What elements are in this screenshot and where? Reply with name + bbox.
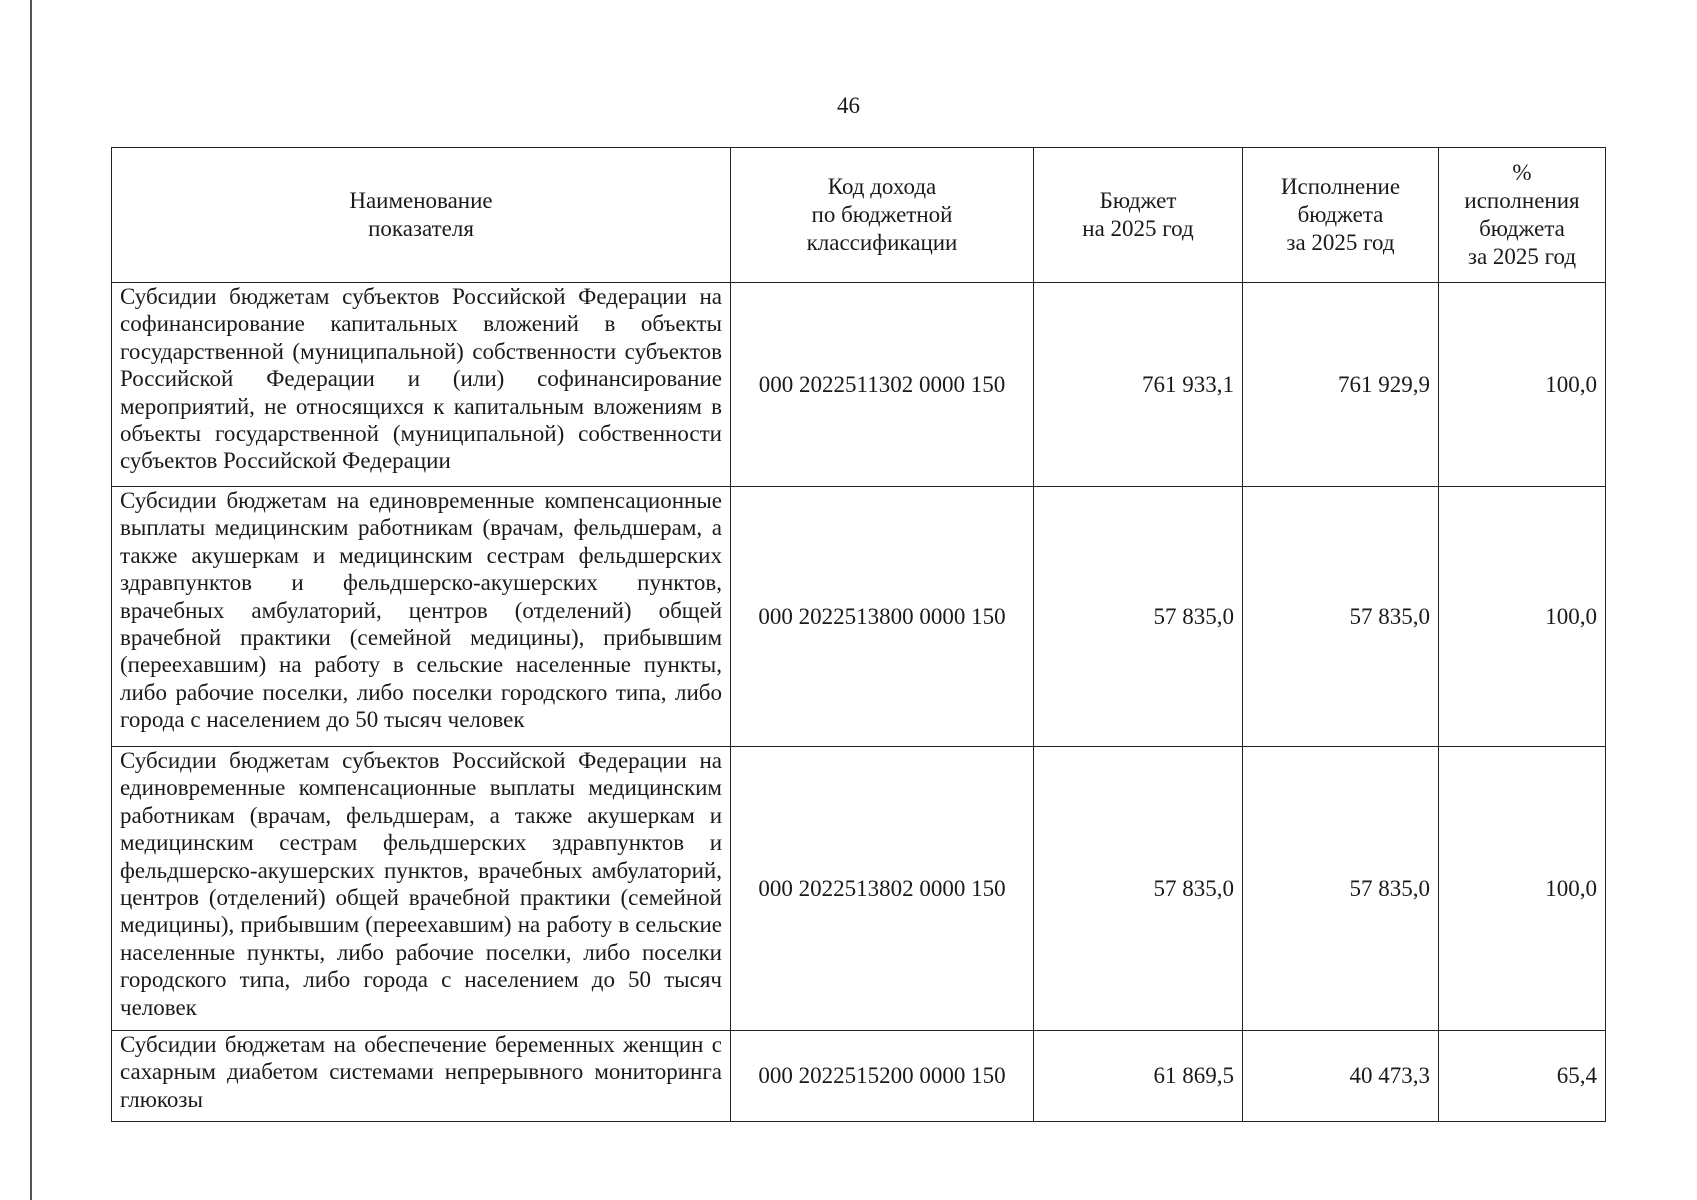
header-indicator-name: Наименование показателя: [112, 148, 731, 283]
row-indicator-name: Субсидии бюджетам на единовременные компенсационные выплаты медицинским работникам (врачам, фельдшерам, а также акушеркам и медицинским сестрам фельдшерских здравпунктов и фельдшерско-акушерских пунктов, врачебных амбулаторий, центров (отделений) общей врачебной практики (семейной медицины), прибывшим (переехавшим) на работу в сельские населенные пункты, либо рабочие поселки, либо поселки городского типа, либо города с населением до 50 тысяч человек: [112, 487, 731, 747]
row-indicator-name: Субсидии бюджетам на обеспечение беременных женщин с сахарным диабетом системами непрерывного мониторинга глюкозы: [112, 1031, 731, 1122]
row-budget-value: 61 869,5: [1034, 1031, 1243, 1122]
row-income-code: 000 2022513800 0000 150: [731, 487, 1034, 747]
row-execution-percent: 100,0: [1439, 747, 1606, 1031]
header-execution: Исполнение бюджета за 2025 год: [1243, 148, 1439, 283]
row-execution-value: 40 473,3: [1243, 1031, 1439, 1122]
row-income-code: 000 2022511302 0000 150: [731, 283, 1034, 487]
budget-execution-table: [111, 147, 1606, 1122]
header-budget: Бюджет на 2025 год: [1034, 148, 1243, 283]
row-execution-percent: 65,4: [1439, 1031, 1606, 1122]
binding-margin-line: [30, 0, 32, 1200]
row-income-code: 000 2022515200 0000 150: [731, 1031, 1034, 1122]
table-row: [112, 283, 1606, 487]
row-budget-value: 57 835,0: [1034, 487, 1243, 747]
row-indicator-name: Субсидии бюджетам субъектов Российской Федерации на софинансирование капитальных вложений в объекты государственной (муниципальной) собственности субъектов Российской Федерации и (или) софинансирование мероприятий, не относящихся к капитальным вложениям в объекты государственной (муниципальной) собственности субъектов Российской Федерации: [112, 283, 731, 487]
row-execution-value: 57 835,0: [1243, 747, 1439, 1031]
table-row: [112, 487, 1606, 747]
row-execution-percent: 100,0: [1439, 487, 1606, 747]
row-execution-percent: 100,0: [1439, 283, 1606, 487]
row-execution-value: 57 835,0: [1243, 487, 1439, 747]
table-row: [112, 747, 1606, 1031]
header-execution-percent: % исполнения бюджета за 2025 год: [1439, 148, 1606, 283]
row-budget-value: 57 835,0: [1034, 747, 1243, 1031]
row-budget-value: 761 933,1: [1034, 283, 1243, 487]
header-income-code: Код дохода по бюджетной классификации: [731, 148, 1034, 283]
table-row: [112, 1031, 1606, 1122]
row-execution-value: 761 929,9: [1243, 283, 1439, 487]
row-indicator-name: Субсидии бюджетам субъектов Российской Федерации на единовременные компенсационные выплаты медицинским работникам (врачам, фельдшерам, а также акушеркам и медицинским сестрам фельдшерских здравпунктов и фельдшерско-акушерских пунктов, врачебных амбулаторий, центров (отделений) общей врачебной практики (семейной медицины), прибывшим (переехавшим) на работу в сельские населенные пункты, либо рабочие поселки, либо поселки городского типа, либо города с населением до 50 тысяч человек: [112, 747, 731, 1031]
table-header-row: [112, 148, 1606, 283]
row-income-code: 000 2022513802 0000 150: [731, 747, 1034, 1031]
page-number: 46: [837, 93, 860, 118]
